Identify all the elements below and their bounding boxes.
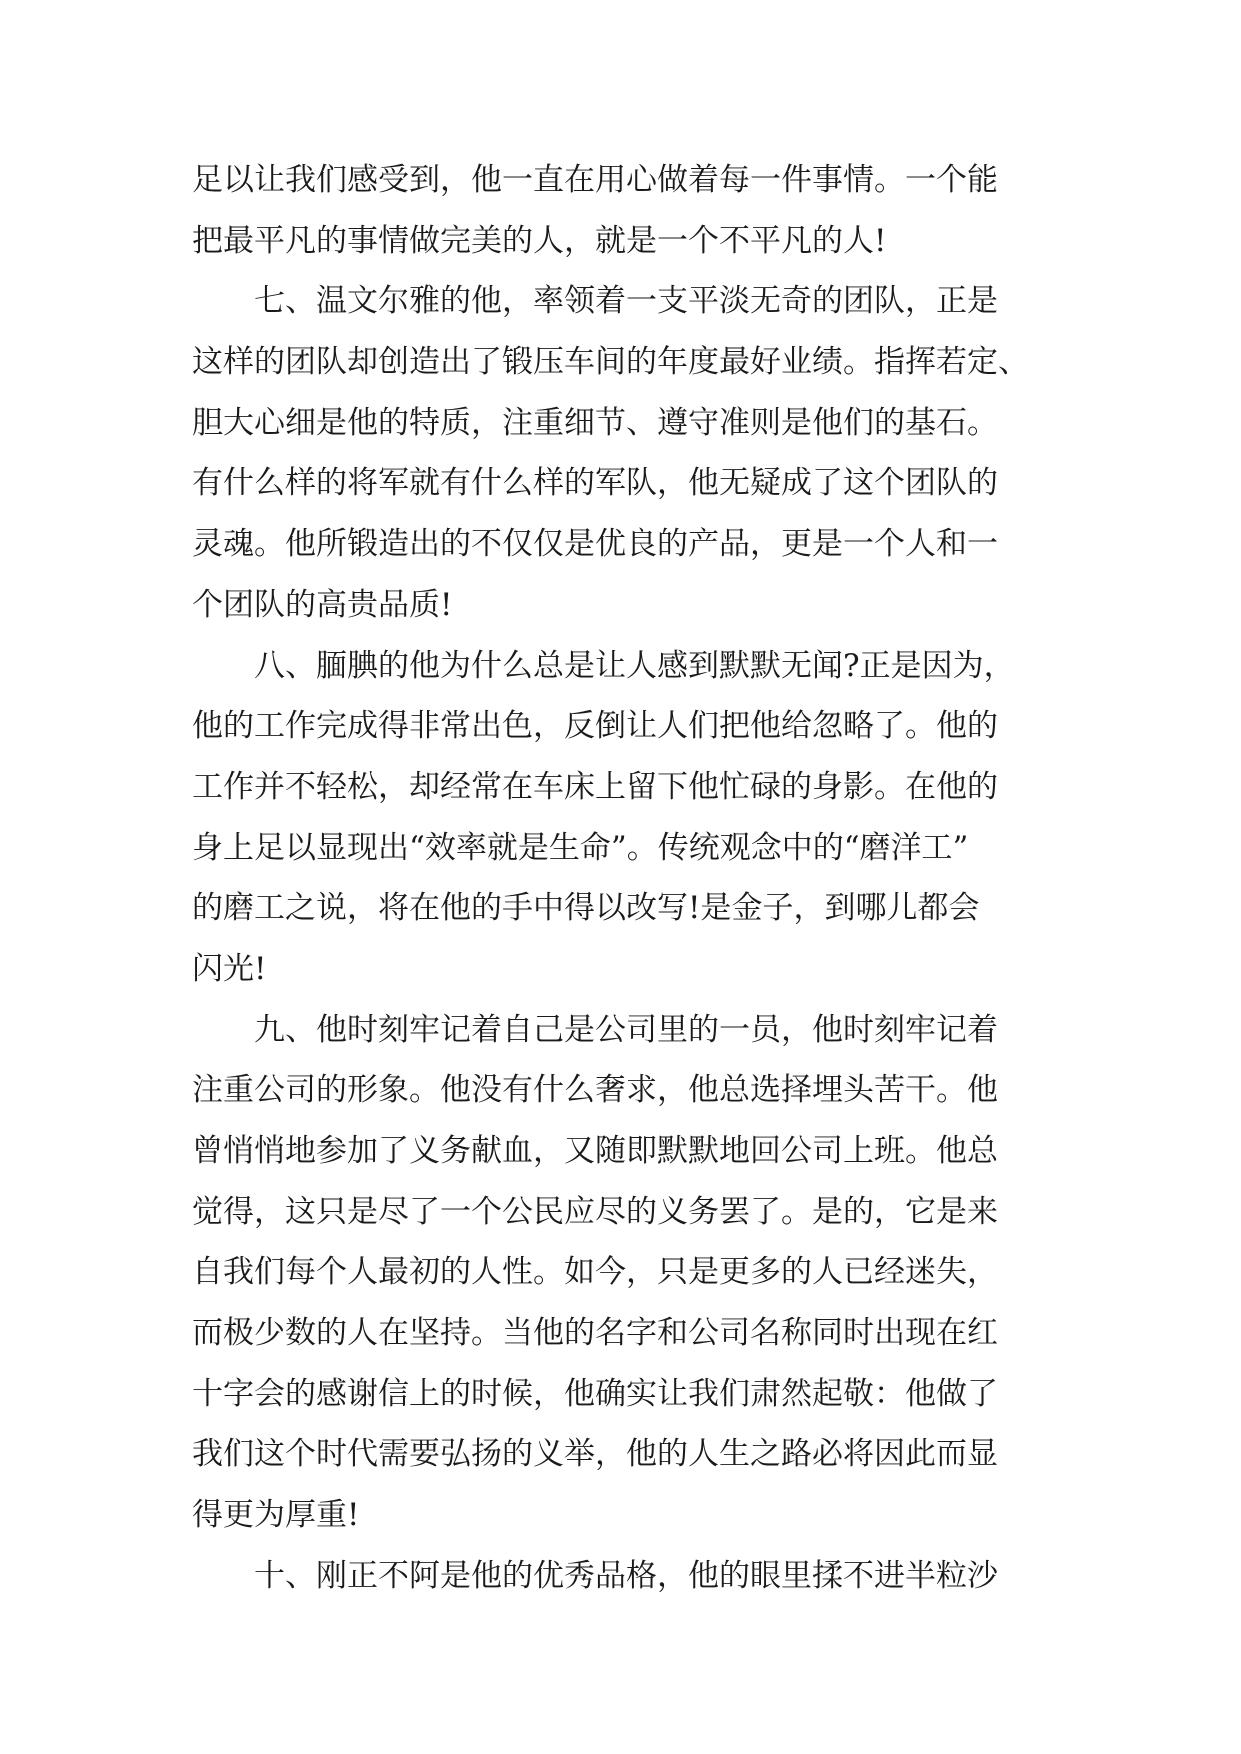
text-line: 十字会的感谢信上的时候，他确实让我们肃然起敬：他做了 <box>192 1375 998 1412</box>
text-line: 得更为厚重! <box>192 1497 360 1534</box>
text-line: 胆大心细是他的特质，注重细节、遵守准则是他们的基石。 <box>192 404 998 441</box>
paragraph-start-line: 七、温文尔雅的他，率领着一支平淡无奇的团队，正是 <box>254 283 998 320</box>
text-line: 有什么样的将军就有什么样的军队，他无疑成了这个团队的 <box>192 465 998 502</box>
text-line: 觉得，这只是尽了一个公民应尽的义务罢了。是的，它是来 <box>192 1193 998 1230</box>
text-line: 我们这个时代需要弘扬的义举，他的人生之路必将因此而显 <box>192 1436 998 1473</box>
paragraph-start-line: 九、他时刻牢记着自己是公司里的一员，他时刻牢记着 <box>254 1011 998 1048</box>
text-line: 足以让我们感受到，他一直在用心做着每一件事情。一个能 <box>192 162 998 198</box>
paragraph-start-line: 十、刚正不阿是他的优秀品格，他的眼里揉不进半粒沙 <box>254 1557 998 1594</box>
text-line: 他的工作完成得非常出色，反倒让人们把他给忽略了。他的 <box>192 708 998 745</box>
text-line: 自我们每个人最初的人性。如今，只是更多的人已经迷失， <box>192 1254 998 1291</box>
text-line: 曾悄悄地参加了义务献血，又随即默默地回公司上班。他总 <box>192 1133 998 1169</box>
text-line: 而极少数的人在坚持。当他的名字和公司名称同时出现在红 <box>192 1315 998 1352</box>
paragraph-start-line: 八、腼腆的他为什么总是让人感到默默无闻?正是因为， <box>254 647 1015 684</box>
text-line: 的磨工之说，将在他的手中得以改写!是金子，到哪儿都会 <box>192 890 980 927</box>
text-line: 注重公司的形象。他没有什么奢求，他总选择埋头苦干。他 <box>192 1072 998 1109</box>
text-line: 工作并不轻松，却经常在车床上留下他忙碌的身影。在他的 <box>192 768 998 805</box>
body-text <box>192 150 1052 1607</box>
text-line: 闪光! <box>192 950 267 987</box>
text-line: 个团队的高贵品质! <box>192 586 453 623</box>
text-line: 身上足以显现出“效率就是生命”。传统观念中的“磨洋工” <box>192 829 969 866</box>
text-line: 这样的团队却创造出了锻压车间的年度最好业绩。指挥若定、 <box>192 344 1029 381</box>
text-line: 把最平凡的事情做完美的人，就是一个不平凡的人! <box>192 222 887 259</box>
text-line: 灵魂。他所锻造出的不仅仅是优良的产品，更是一个人和一 <box>192 526 998 563</box>
